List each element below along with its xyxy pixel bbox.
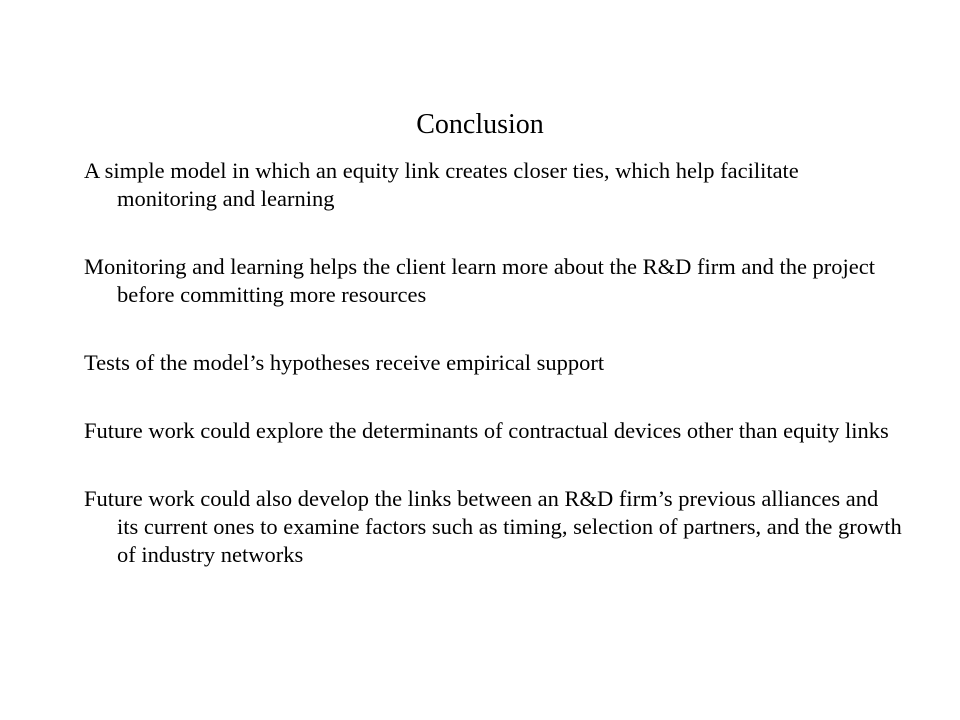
bullet-item: A simple model in which an equity link creates closer ties, which help facilitate monitoring and learning: [84, 158, 799, 211]
slide-title: Conclusion: [416, 109, 544, 140]
bullet-list: [84, 157, 904, 609]
bullet-item: Future work could also develop the links between an R&D firm’s previous alliances and its current ones to examine factors such as timing, selection of partners, and the growth of industry networks: [84, 486, 902, 567]
bullet-item: Monitoring and learning helps the client learn more about the R&D firm and the project before committing more resources: [84, 254, 876, 307]
bullet-item: Future work could explore the determinants of contractual devices other than equity links: [84, 418, 889, 443]
bullet-item: Tests of the model’s hypotheses receive empirical support: [84, 350, 605, 375]
